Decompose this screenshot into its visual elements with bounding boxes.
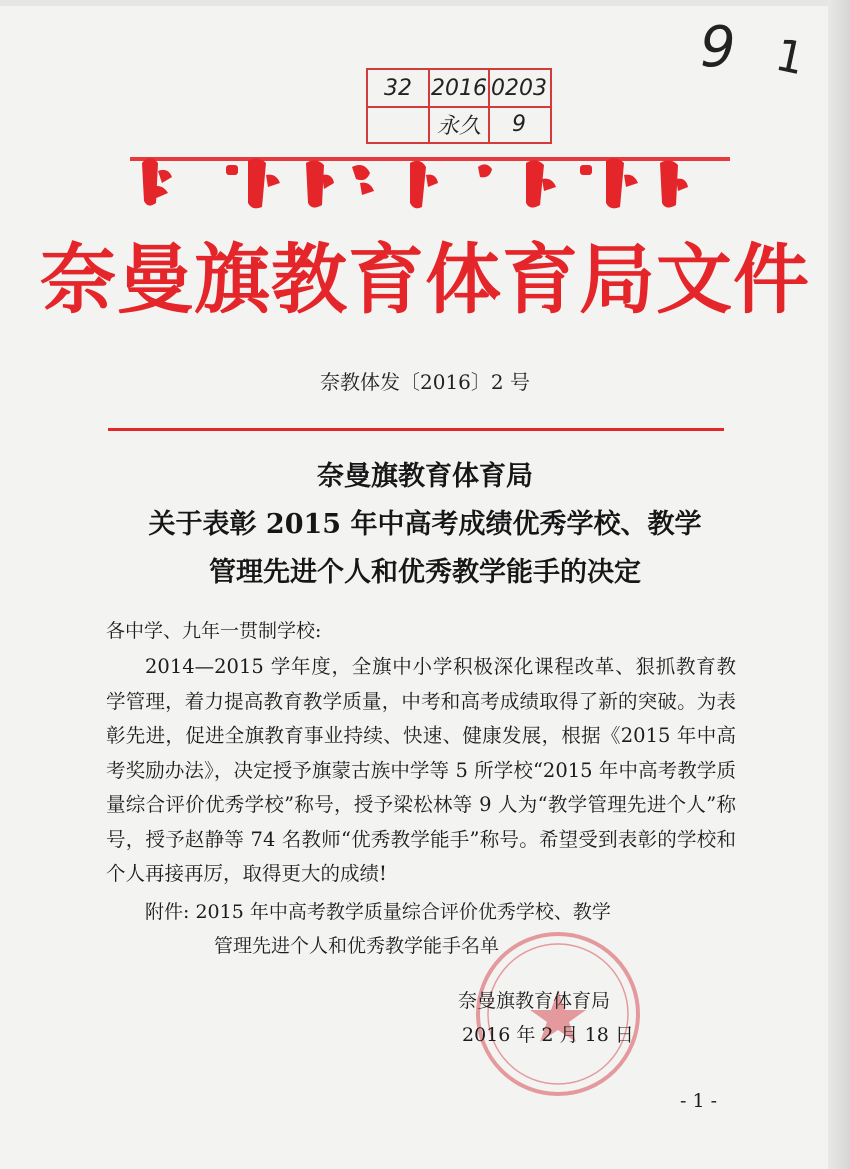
archive-cell	[368, 106, 430, 142]
archive-cell: 9	[512, 111, 526, 137]
document-number: 奈教体发〔2016〕2 号	[320, 370, 530, 394]
scan-top-edge	[0, 0, 850, 6]
attachment-line-1: 附件: 2015 年中高考教学质量综合评价优秀学校、教学	[145, 901, 611, 923]
archive-stamp-row	[368, 106, 550, 142]
heading-line-3: 管理先进个人和优秀教学能手的决定	[209, 557, 641, 588]
body-paragraph: 2014—2015 学年度，全旗中小学积极深化课程改革、狠抓教育教学管理，着力提高教育教学质量，中考和高考成绩取得了新的突破。为表彰先进，促进全旗教育事业持续、快速、健康发展，根据《2015 年中高考奖励办法》，决定授予旗蒙古族中学等 5 所学校“2015 年中高考教学质量综合评价优秀学校”称号，授予梁松林等 9 人为“教学管理先进个人”称号，授予赵静等 74 名教师“优秀教学能手”称号。希望受到表彰的学校和个人再接再厉，取得更大的成绩!	[106, 655, 736, 885]
official-seal	[472, 928, 644, 1100]
red-divider	[108, 428, 724, 431]
heading-line-2: 关于表彰 2015 年中高考成绩优秀学校、教学	[148, 509, 702, 540]
page-number: - 1 -	[680, 1090, 718, 1112]
mongolian-script-header	[130, 145, 730, 215]
archive-cell: 32	[368, 70, 430, 106]
salutation: 各中学、九年一贯制学校:	[106, 620, 322, 642]
signature-organization: 奈曼旗教育体育局	[458, 990, 611, 1012]
archive-cell: 0203	[491, 75, 547, 101]
archive-stamp-row	[368, 70, 550, 108]
signature-date: 2016 年 2 月 18 日	[462, 1024, 634, 1046]
document-header-title: 奈曼旗教育体育局文件	[40, 235, 810, 324]
heading-line-1: 奈曼旗教育体育局	[317, 461, 533, 492]
archive-stamp	[366, 68, 552, 144]
handwritten-number: 9	[700, 15, 736, 80]
handwritten-mark: 1	[771, 29, 809, 86]
attachment-line-2: 管理先进个人和优秀教学能手名单	[214, 935, 500, 957]
archive-cell: 2016	[430, 70, 490, 106]
archive-cell: 永久	[430, 106, 490, 142]
